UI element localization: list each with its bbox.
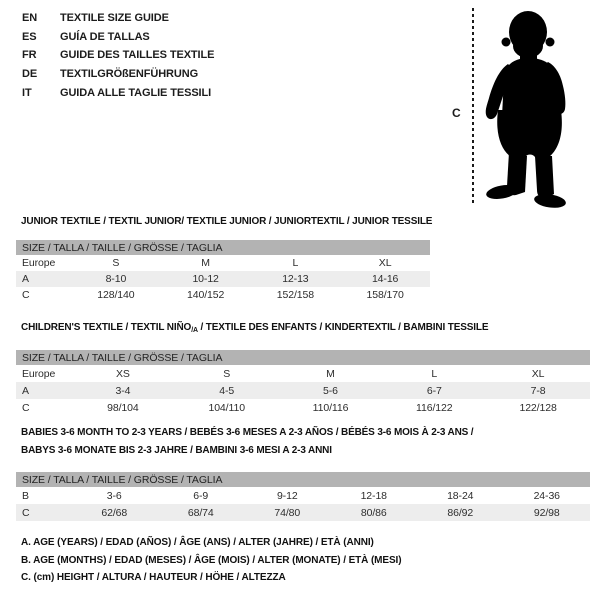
size-cell: 6-7 <box>426 384 442 397</box>
language-row <box>22 28 214 47</box>
language-code: FR <box>22 49 37 62</box>
size-cell: 98/104 <box>107 401 139 414</box>
size-table-children <box>16 350 590 416</box>
size-cell: L <box>431 367 438 380</box>
footnote-c: C. (cm) HEIGHT / ALTURA / HAUTEUR / HÖHE / ALTEZZA <box>21 572 286 584</box>
size-cell: 122/128 <box>519 401 557 414</box>
size-cell: 152/158 <box>276 289 314 301</box>
size-cell: 9-12 <box>276 489 298 502</box>
row-label: A <box>22 273 29 285</box>
size-cell: 14-16 <box>371 273 399 285</box>
size-cell: 128/140 <box>97 289 135 301</box>
language-row <box>22 83 214 102</box>
language-header <box>22 9 214 102</box>
language-title: GUIDA ALLE TAGLIE TESSILI <box>60 86 212 99</box>
size-cell: 7-8 <box>530 384 546 397</box>
table-row-age <box>16 382 590 399</box>
table-row-europe <box>16 365 590 382</box>
size-table-babies <box>16 472 590 521</box>
language-row <box>22 46 214 65</box>
size-cell: 68/74 <box>187 506 214 519</box>
section-title-children-pre: CHILDREN'S TEXTILE / TEXTIL NIÑO <box>21 322 192 333</box>
language-title: GUIDE DES TAILLES TEXTILE <box>60 49 215 62</box>
language-code: EN <box>22 12 38 25</box>
section-title-babies <box>21 424 473 459</box>
language-code: DE <box>22 68 38 81</box>
size-cell: XS <box>115 367 130 380</box>
size-cell: 12-13 <box>282 273 309 285</box>
size-cell: 92/98 <box>533 506 560 519</box>
size-header-bar: SIZE / TALLA / TAILLE / GRÖSSE / TAGLIA <box>16 350 590 365</box>
table-row-height <box>16 399 590 416</box>
row-label: C <box>22 289 30 301</box>
row-label: C <box>22 401 30 414</box>
size-cell: 18-24 <box>447 489 474 502</box>
table-row-age <box>16 271 430 287</box>
size-cell: 12-18 <box>360 489 387 502</box>
table-row-height <box>16 504 590 521</box>
section-title-children-post: / TEXTILE DES ENFANTS / KINDERTEXTIL / BAMBINI TESSILE <box>197 322 489 333</box>
size-cell: 140/152 <box>186 289 225 301</box>
size-header-bar: SIZE / TALLA / TAILLE / GRÖSSE / TAGLIA <box>16 472 590 487</box>
size-header-bar: SIZE / TALLA / TAILLE / GRÖSSE / TAGLIA <box>16 240 430 255</box>
size-cell: 3-6 <box>106 489 122 502</box>
height-measure-label: C <box>452 106 461 120</box>
section-title-children-sub: /A <box>191 327 198 334</box>
table-row-europe <box>16 255 430 271</box>
section-title-babies-line1: BABIES 3-6 MONTH TO 2-3 YEARS / BEBÉS 3-6 MESES A 2-3 AÑOS / BÉBÉS 3-6 MOIS À 2-3 ANS / <box>21 427 474 438</box>
language-row <box>22 9 214 28</box>
row-label: C <box>22 506 30 519</box>
row-label: Europe <box>22 367 56 380</box>
language-title: TEXTILE SIZE GUIDE <box>60 12 169 25</box>
size-cell: 116/122 <box>416 401 453 414</box>
size-cell: M <box>326 367 335 380</box>
language-code: IT <box>22 86 32 99</box>
legend <box>21 534 401 587</box>
size-cell: 74/80 <box>274 506 301 519</box>
footnote-b: B. AGE (MONTHS) / EDAD (MESES) / ÂGE (MOIS) / ALTER (MONATE) / ETÀ (MESI) <box>21 554 402 566</box>
section-title-junior: JUNIOR TEXTILE / TEXTIL JUNIOR/ TEXTILE JUNIOR / JUNIORTEXTIL / JUNIOR TESSILE <box>21 216 433 227</box>
size-cell: 158/170 <box>366 289 404 301</box>
size-cell: 86/92 <box>447 506 474 519</box>
size-cell: 5-6 <box>323 384 338 397</box>
size-cell: S <box>112 257 120 269</box>
size-cell: 3-4 <box>115 384 131 397</box>
size-cell: 10-12 <box>192 273 219 285</box>
toddler-silhouette-icon <box>480 6 580 211</box>
language-title: GUÍA DE TALLAS <box>60 30 150 43</box>
section-title-children <box>21 322 488 334</box>
height-dashed-line <box>472 8 474 206</box>
size-table-junior <box>16 240 430 303</box>
section-title-babies-line2: BABYS 3-6 MONATE BIS 2-3 JAHRE / BAMBINI 3-6 MESI A 2-3 ANNI <box>21 444 332 456</box>
language-code: ES <box>22 30 37 43</box>
size-cell: 110/116 <box>312 401 349 414</box>
row-label: A <box>22 384 29 397</box>
language-row <box>22 65 214 84</box>
size-cell: 80/86 <box>360 506 387 519</box>
table-row-months <box>16 487 590 504</box>
size-cell: XL <box>531 367 545 380</box>
size-cell: XL <box>378 257 392 269</box>
row-label: Europe <box>22 257 56 269</box>
size-cell: 62/68 <box>101 506 128 519</box>
size-cell: 8-10 <box>105 273 127 285</box>
footnote-a: A. AGE (YEARS) / EDAD (AÑOS) / ÂGE (ANS) / ALTER (JAHRE) / ETÀ (ANNI) <box>21 537 374 548</box>
size-cell: L <box>292 257 299 269</box>
size-cell: M <box>201 257 210 269</box>
size-cell: 6-9 <box>193 489 209 502</box>
size-cell: S <box>223 367 231 380</box>
size-cell: 104/110 <box>208 401 245 414</box>
language-title: TEXTILGRÖßENFÜHRUNG <box>60 68 199 81</box>
size-cell: 4-5 <box>219 384 235 397</box>
row-label: B <box>22 489 29 502</box>
table-row-height <box>16 287 430 303</box>
size-cell: 24-36 <box>533 489 560 502</box>
